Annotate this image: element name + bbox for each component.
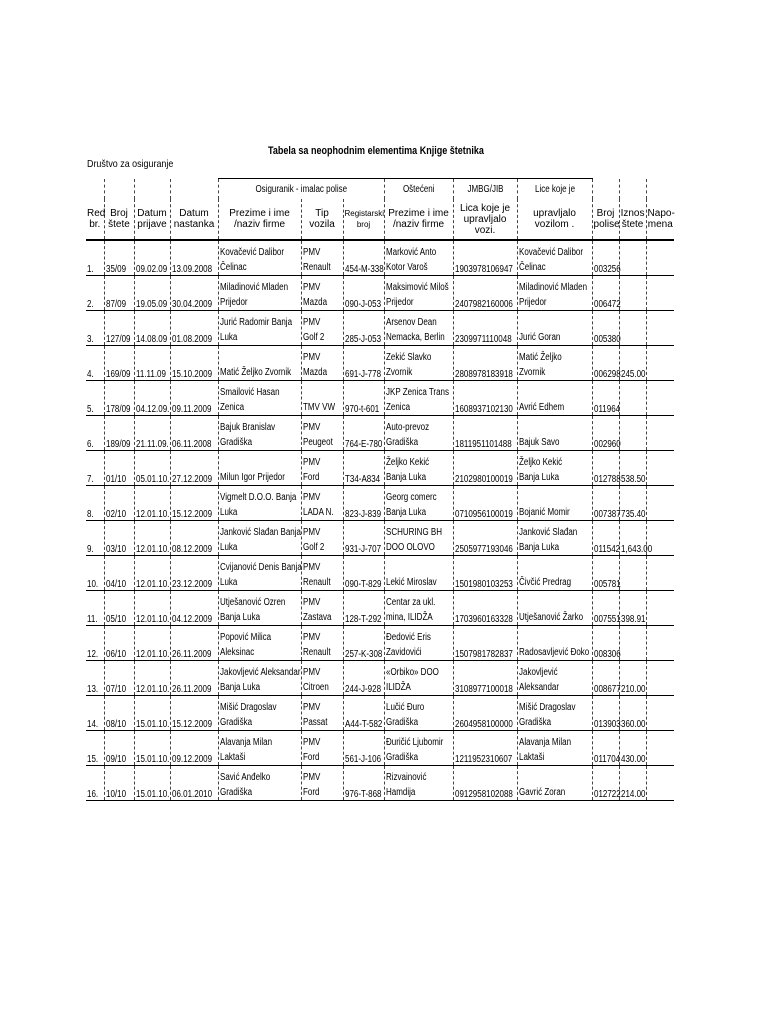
cell-osteceni: Arsenov Dean Nemacka, Berlin — [384, 311, 453, 346]
cell-osiguranik: Milun Igor Prijedor — [218, 451, 301, 486]
cell-iznos-stete — [619, 416, 646, 451]
cell-datum-nastanka: 01.08.2009 — [170, 311, 218, 346]
cell-broj-polise: 007387 — [592, 486, 619, 521]
cell-iznos-stete: 1,643.00 — [619, 521, 646, 556]
cell-napomena — [646, 766, 674, 801]
table-row — [86, 521, 674, 556]
cell-datum-prijave: 12.01.10. — [134, 556, 170, 591]
header-osiguranik: Osiguranik - imalac polise — [218, 179, 384, 200]
cell-napomena — [646, 696, 674, 731]
cell-red-br: 7. — [86, 451, 104, 486]
cell-registarski-broj: 823-J-839 — [343, 486, 384, 521]
cell-iznos-stete: 430.00 — [619, 731, 646, 766]
cell-iznos-stete — [619, 311, 646, 346]
cell-red-br: 5. — [86, 381, 104, 416]
cell-osiguranik: Jakovljević Aleksandar Banja Luka — [218, 661, 301, 696]
cell-tip-vozila: PMV Renault — [301, 556, 343, 591]
cell-datum-nastanka: 26.11.2009 — [170, 626, 218, 661]
cell-red-br: 10. — [86, 556, 104, 591]
cell-broj-stete: 05/10 — [104, 591, 134, 626]
cell-datum-nastanka: 09.12.2009 — [170, 731, 218, 766]
cell-napomena — [646, 346, 674, 381]
cell-tip-vozila: PMV Passat — [301, 696, 343, 731]
cell-napomena — [646, 416, 674, 451]
cell-osiguranik: Bajuk Branislav Gradiška — [218, 416, 301, 451]
cell-registarski-broj: 976-T-868 — [343, 766, 384, 801]
cell-iznos-stete: 214.00 — [619, 766, 646, 801]
cell-datum-nastanka: 30.04.2009 — [170, 276, 218, 311]
cell-broj-polise: 005781 — [592, 556, 619, 591]
cell-jmbg: 1507981782837 — [453, 626, 517, 661]
cell-napomena — [646, 311, 674, 346]
table-row — [86, 556, 674, 591]
header-jmbg: JMBG/JIB — [453, 179, 517, 200]
cell-napomena — [646, 556, 674, 591]
cell-osteceni: Rizvainović Hamdija — [384, 766, 453, 801]
cell-vozac: Matić Željko Zvornik — [517, 346, 592, 381]
header-broj-polise: Broj polise — [592, 199, 619, 240]
cell-datum-prijave: 05.01.10. — [134, 451, 170, 486]
table-row — [86, 451, 674, 486]
cell-vozac: Gavrić Zoran — [517, 766, 592, 801]
cell-tip-vozila: TMV VW — [301, 381, 343, 416]
cell-jmbg: 2808978183918 — [453, 346, 517, 381]
cell-broj-stete: 02/10 — [104, 486, 134, 521]
cell-broj-stete: 10/10 — [104, 766, 134, 801]
cell-osiguranik: Cvijanović Denis Banja Luka — [218, 556, 301, 591]
cell-datum-prijave: 12.01.10. — [134, 626, 170, 661]
header-prezime-firma: Prezime i ime /naziv firme — [218, 199, 301, 240]
cell-vozac: Željko Kekić Banja Luka — [517, 451, 592, 486]
cell-red-br: 6. — [86, 416, 104, 451]
cell-vozac: Alavanja Milan Laktaši — [517, 731, 592, 766]
cell-broj-polise: 011542 — [592, 521, 619, 556]
cell-osteceni: Maksimović Miloš Prijedor — [384, 276, 453, 311]
cell-jmbg: 1903978106947 — [453, 240, 517, 276]
cell-tip-vozila: PMV Mazda — [301, 346, 343, 381]
cell-napomena — [646, 661, 674, 696]
cell-jmbg: 2309971110048 — [453, 311, 517, 346]
table-row — [86, 240, 674, 276]
table-row — [86, 626, 674, 661]
cell-osteceni: Đuričić Ljubomir Gradiška — [384, 731, 453, 766]
cell-datum-prijave: 14.08.09 — [134, 311, 170, 346]
cell-datum-nastanka: 23.12.2009 — [170, 556, 218, 591]
cell-osiguranik: Janković Slađan Banja Luka — [218, 521, 301, 556]
cell-osteceni: Zekić Slavko Zvornik — [384, 346, 453, 381]
cell-broj-polise: 011964 — [592, 381, 619, 416]
table-row — [86, 381, 674, 416]
cell-osteceni: Marković Anto Kotor Varoš — [384, 240, 453, 276]
cell-registarski-broj: 764-E-780 — [343, 416, 384, 451]
cell-broj-polise: 002960 — [592, 416, 619, 451]
cell-registarski-broj: 970-t-601 — [343, 381, 384, 416]
cell-datum-nastanka: 27.12.2009 — [170, 451, 218, 486]
cell-tip-vozila: PMV Golf 2 — [301, 521, 343, 556]
table-row — [86, 731, 674, 766]
cell-vozac: Jurić Goran — [517, 311, 592, 346]
cell-osiguranik: Vigmelt D.O.O. Banja Luka — [218, 486, 301, 521]
cell-broj-stete: 169/09 — [104, 346, 134, 381]
cell-registarski-broj: 931-J-707 — [343, 521, 384, 556]
cell-red-br: 1. — [86, 240, 104, 276]
cell-broj-stete: 87/09 — [104, 276, 134, 311]
cell-jmbg: 1211952310607 — [453, 731, 517, 766]
cell-red-br: 13. — [86, 661, 104, 696]
cell-iznos-stete: 538.50 — [619, 451, 646, 486]
claims-ledger-table — [86, 178, 674, 801]
header-jmbg-lice: Lica koje je upravljalo vozi. — [453, 199, 517, 240]
cell-vozac: Čivčić Predrag — [517, 556, 592, 591]
header-napomena: Napo-mena — [646, 199, 674, 240]
cell-datum-nastanka: 09.11.2009 — [170, 381, 218, 416]
cell-datum-prijave: 19.05.09 — [134, 276, 170, 311]
cell-datum-prijave: 12.01.10. — [134, 661, 170, 696]
header-row-columns — [86, 199, 674, 240]
cell-vozac: Mišić Dragoslav Gradiška — [517, 696, 592, 731]
cell-registarski-broj: 691-J-778 — [343, 346, 384, 381]
cell-iznos-stete: 398.91 — [619, 591, 646, 626]
header-lice-group: Lice koje je — [517, 179, 592, 200]
cell-jmbg: 1608937102130 — [453, 381, 517, 416]
cell-datum-prijave: 11.11.09 — [134, 346, 170, 381]
cell-tip-vozila: PMV LADA N. — [301, 486, 343, 521]
cell-datum-nastanka: 15.12.2009 — [170, 696, 218, 731]
cell-osiguranik: Savić Anđelko Gradiška — [218, 766, 301, 801]
cell-iznos-stete — [619, 556, 646, 591]
cell-tip-vozila: PMV Golf 2 — [301, 311, 343, 346]
cell-jmbg: 0912958102088 — [453, 766, 517, 801]
cell-registarski-broj: 454-M-338 — [343, 240, 384, 276]
cell-broj-stete: 01/10 — [104, 451, 134, 486]
cell-osteceni: JKP Zenica Trans Zenica — [384, 381, 453, 416]
table-row — [86, 696, 674, 731]
header-row-group — [86, 179, 674, 200]
cell-osteceni: Lučić Đuro Gradiška — [384, 696, 453, 731]
cell-broj-polise: 006298 — [592, 346, 619, 381]
cell-broj-polise: 012788 — [592, 451, 619, 486]
table-row — [86, 346, 674, 381]
cell-vozac: Miladinović Mladen Prijedor — [517, 276, 592, 311]
cell-red-br: 15. — [86, 731, 104, 766]
cell-datum-prijave: 12.01.10. — [134, 521, 170, 556]
cell-red-br: 16. — [86, 766, 104, 801]
cell-tip-vozila: PMV Ford — [301, 766, 343, 801]
cell-tip-vozila: PMV Ford — [301, 731, 343, 766]
cell-napomena — [646, 731, 674, 766]
header-registarski-broj: Registarski broj — [343, 199, 384, 240]
cell-datum-nastanka: 06.11.2008 — [170, 416, 218, 451]
cell-osiguranik: Jurić Radomir Banja Luka — [218, 311, 301, 346]
cell-datum-prijave: 09.02.09 — [134, 240, 170, 276]
cell-broj-stete: 127/09 — [104, 311, 134, 346]
cell-registarski-broj: A44-T-582 — [343, 696, 384, 731]
cell-osteceni: Centar za ukl. mina, ILIDŽA — [384, 591, 453, 626]
cell-registarski-broj: 244-J-928 — [343, 661, 384, 696]
header-datum-nastanka: Datum nastanka — [170, 199, 218, 240]
cell-broj-stete: 178/09 — [104, 381, 134, 416]
header-broj-stete: Broj štete — [104, 199, 134, 240]
cell-jmbg: 2604958100000 — [453, 696, 517, 731]
cell-osteceni: Auto-prevoz Gradiška — [384, 416, 453, 451]
cell-osteceni: «Orbiko» DOO ILIDŽA — [384, 661, 453, 696]
cell-registarski-broj: 090-J-053 — [343, 276, 384, 311]
cell-vozac: Avrić Edhem — [517, 381, 592, 416]
cell-vozac: Bojanić Momir — [517, 486, 592, 521]
header-iznos-stete: Iznos štete — [619, 199, 646, 240]
cell-broj-stete: 04/10 — [104, 556, 134, 591]
cell-jmbg: 1501980103253 — [453, 556, 517, 591]
header-osteceni-prezime: Prezime i ime /naziv firme — [384, 199, 453, 240]
table-row — [86, 311, 674, 346]
cell-jmbg: 1811951101488 — [453, 416, 517, 451]
cell-iznos-stete — [619, 626, 646, 661]
cell-datum-prijave: 12.01.10. — [134, 486, 170, 521]
cell-datum-nastanka: 15.10.2009 — [170, 346, 218, 381]
cell-vozac: Jakovljević Aleksandar — [517, 661, 592, 696]
cell-red-br: 9. — [86, 521, 104, 556]
cell-osteceni: Lekić Miroslav — [384, 556, 453, 591]
cell-datum-nastanka: 15.12.2009 — [170, 486, 218, 521]
cell-broj-polise: 013903 — [592, 696, 619, 731]
cell-registarski-broj: 285-J-053 — [343, 311, 384, 346]
cell-datum-prijave: 15.01.10. — [134, 696, 170, 731]
cell-osiguranik: Popović Milica Aleksinac — [218, 626, 301, 661]
cell-broj-stete: 35/09 — [104, 240, 134, 276]
table-row — [86, 591, 674, 626]
cell-datum-nastanka: 04.12.2009 — [170, 591, 218, 626]
cell-vozac: Radosavljević Đoko — [517, 626, 592, 661]
cell-registarski-broj: T34-A834 — [343, 451, 384, 486]
cell-osiguranik: Mišić Dragoslav Gradiška — [218, 696, 301, 731]
cell-osteceni: Đedović Eris Zavidovići — [384, 626, 453, 661]
cell-datum-nastanka: 06.01.2010 — [170, 766, 218, 801]
cell-datum-nastanka: 08.12.2009 — [170, 521, 218, 556]
cell-tip-vozila: PMV Renault — [301, 240, 343, 276]
cell-napomena — [646, 240, 674, 276]
cell-jmbg: 2102980100019 — [453, 451, 517, 486]
cell-jmbg: 2407982160006 — [453, 276, 517, 311]
cell-broj-polise: 008677 — [592, 661, 619, 696]
cell-datum-nastanka: 26.11.2009 — [170, 661, 218, 696]
cell-osteceni: SCHURING BH DOO OLOVO — [384, 521, 453, 556]
cell-broj-polise: 012722 — [592, 766, 619, 801]
cell-tip-vozila: PMV Renault — [301, 626, 343, 661]
cell-red-br: 12. — [86, 626, 104, 661]
header-osteceni: Oštećeni — [384, 179, 453, 200]
cell-datum-nastanka: 13.09.2008 — [170, 240, 218, 276]
cell-tip-vozila: PMV Peugeot — [301, 416, 343, 451]
cell-iznos-stete: 210.00 — [619, 661, 646, 696]
cell-jmbg: 1703960163328 — [453, 591, 517, 626]
cell-datum-prijave: 12.01.10. — [134, 591, 170, 626]
cell-jmbg: 2505977193046 — [453, 521, 517, 556]
cell-napomena — [646, 276, 674, 311]
cell-iznos-stete — [619, 381, 646, 416]
cell-broj-polise: 006472 — [592, 276, 619, 311]
cell-red-br: 8. — [86, 486, 104, 521]
cell-osiguranik: Matić Željko Zvornik — [218, 346, 301, 381]
cell-broj-polise: 011704 — [592, 731, 619, 766]
cell-tip-vozila: PMV Mazda — [301, 276, 343, 311]
cell-broj-polise: 007551 — [592, 591, 619, 626]
cell-iznos-stete — [619, 276, 646, 311]
company-label: Društvo za osiguranje — [87, 158, 174, 170]
cell-osiguranik: Utješanović Ozren Banja Luka — [218, 591, 301, 626]
cell-vozac: Kovačević Dalibor Čelinac — [517, 240, 592, 276]
cell-napomena — [646, 626, 674, 661]
cell-broj-stete: 07/10 — [104, 661, 134, 696]
cell-osiguranik: Alavanja Milan Laktaši — [218, 731, 301, 766]
table-row — [86, 416, 674, 451]
cell-vozac: Utješanović Žarko — [517, 591, 592, 626]
cell-red-br: 2. — [86, 276, 104, 311]
cell-broj-stete: 08/10 — [104, 696, 134, 731]
header-datum-prijave: Datum prijave — [134, 199, 170, 240]
cell-broj-polise: 005380 — [592, 311, 619, 346]
cell-registarski-broj: 561-J-106 — [343, 731, 384, 766]
header-tip-vozila: Tip vozila — [301, 199, 343, 240]
cell-broj-stete: 09/10 — [104, 731, 134, 766]
cell-osiguranik: Miladinović Mladen Prijedor — [218, 276, 301, 311]
cell-red-br: 3. — [86, 311, 104, 346]
cell-osteceni: Željko Kekić Banja Luka — [384, 451, 453, 486]
cell-osiguranik: Kovačević Dalibor Čelinac — [218, 240, 301, 276]
header-lice-upravljalo: upravljalo vozilom . — [517, 199, 592, 240]
cell-iznos-stete: 245.00 — [619, 346, 646, 381]
cell-jmbg: 3108977100018 — [453, 661, 517, 696]
cell-red-br: 14. — [86, 696, 104, 731]
cell-broj-stete: 189/09 — [104, 416, 134, 451]
page-title: Tabela sa neophodnim elementima Knjige štetnika — [268, 145, 484, 157]
cell-red-br: 4. — [86, 346, 104, 381]
table-row — [86, 766, 674, 801]
cell-registarski-broj: 257-K-308 — [343, 626, 384, 661]
cell-red-br: 11. — [86, 591, 104, 626]
cell-broj-polise: 008306 — [592, 626, 619, 661]
cell-napomena — [646, 451, 674, 486]
cell-vozac: Janković Slađan Banja Luka — [517, 521, 592, 556]
cell-vozac: Bajuk Savo — [517, 416, 592, 451]
cell-iznos-stete: 360.00 — [619, 696, 646, 731]
cell-napomena — [646, 591, 674, 626]
cell-datum-prijave: 15.01.10. — [134, 766, 170, 801]
cell-datum-prijave: 15.01.10. — [134, 731, 170, 766]
cell-broj-stete: 06/10 — [104, 626, 134, 661]
cell-tip-vozila: PMV Zastava — [301, 591, 343, 626]
cell-osiguranik: Smailović Hasan Zenica — [218, 381, 301, 416]
header-red-br: Red br. — [86, 199, 104, 240]
table-row — [86, 661, 674, 696]
table-row — [86, 486, 674, 521]
cell-osteceni: Georg comerc Banja Luka — [384, 486, 453, 521]
cell-napomena — [646, 486, 674, 521]
cell-broj-stete: 03/10 — [104, 521, 134, 556]
cell-tip-vozila: PMV Ford — [301, 451, 343, 486]
cell-registarski-broj: 090-T-829 — [343, 556, 384, 591]
cell-iznos-stete — [619, 240, 646, 276]
table-row — [86, 276, 674, 311]
cell-broj-polise: 003256 — [592, 240, 619, 276]
cell-jmbg: 0710956100019 — [453, 486, 517, 521]
cell-napomena — [646, 381, 674, 416]
cell-datum-prijave: 21.11.09. — [134, 416, 170, 451]
cell-iznos-stete: 735.40 — [619, 486, 646, 521]
cell-datum-prijave: 04.12.09. — [134, 381, 170, 416]
cell-tip-vozila: PMV Citroen — [301, 661, 343, 696]
cell-registarski-broj: 128-T-292 — [343, 591, 384, 626]
